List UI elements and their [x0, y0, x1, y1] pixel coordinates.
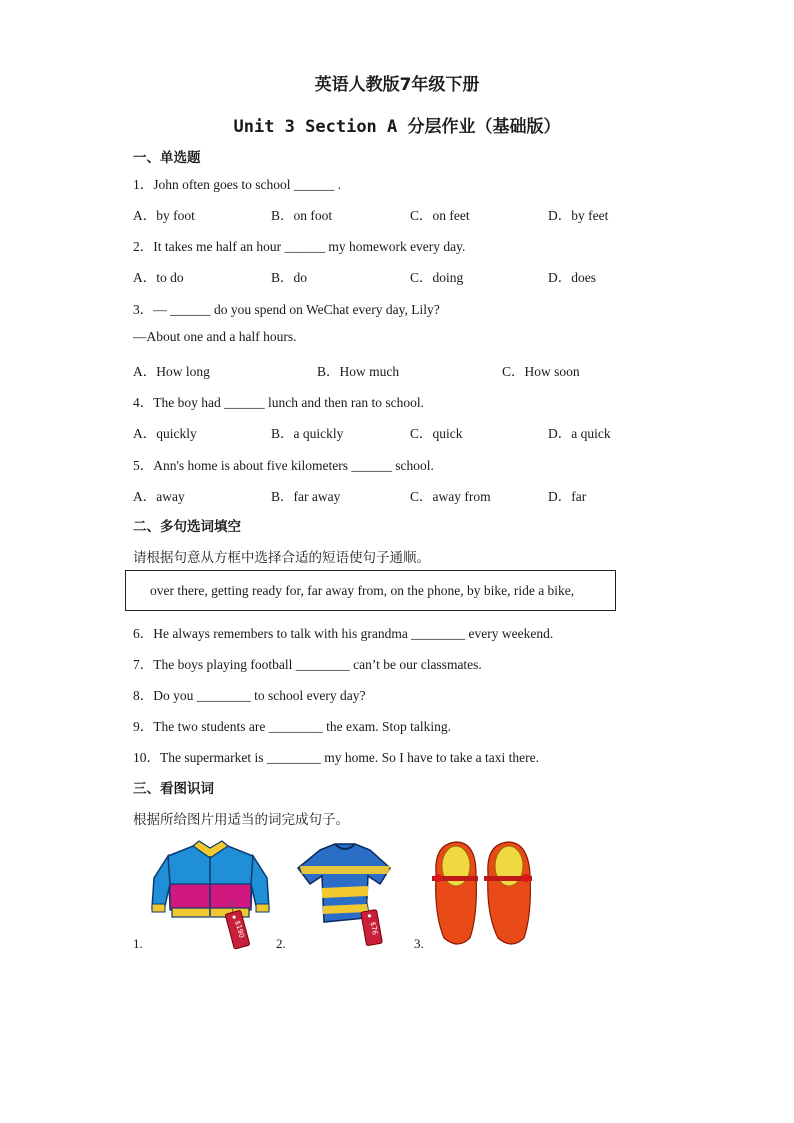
- picture-item-2-number: 2.: [276, 936, 286, 951]
- word-box-text: over there, getting ready for, far away from, on the phone, by bike, ride a bike,: [150, 583, 575, 598]
- sentence-9: 9．The two students are ________ the exam. Stop talking.: [133, 719, 451, 734]
- q2-option-d: D．does: [548, 270, 596, 285]
- sweater-price-tag: $76: [368, 920, 379, 936]
- q5-option-d: D．far: [548, 489, 587, 504]
- q3-option-a: A．How long: [133, 364, 210, 379]
- shoes-picture: [428, 834, 538, 952]
- section-heading-2: 二、多句选词填空: [133, 519, 241, 535]
- q1-option-d: D．by feet: [548, 208, 609, 223]
- section-heading-3: 三、看图识词: [133, 781, 214, 797]
- q5-option-c: C．away from: [410, 489, 491, 504]
- q1-option-c: C．on feet: [410, 208, 470, 223]
- question-3-reply: —About one and a half hours.: [133, 329, 297, 344]
- q3-option-b: B．How much: [317, 364, 400, 379]
- q2-option-a: A．to do: [133, 270, 184, 285]
- jacket-price-tag: $190: [233, 919, 246, 939]
- q4-option-a: A．quickly: [133, 426, 197, 441]
- q3-option-c: C．How soon: [502, 364, 580, 379]
- q4-option-d: D．a quick: [548, 426, 611, 441]
- sentence-6: 6．He always remembers to talk with his grandma ________ every weekend.: [133, 626, 554, 641]
- picture-item-1-number: 1.: [133, 936, 143, 951]
- page-subtitle: Unit 3 Section A 分层作业（基础版）: [233, 117, 561, 137]
- q4-option-b: B．a quickly: [271, 426, 344, 441]
- q2-option-b: B．do: [271, 270, 308, 285]
- page-title: 英语人教版7年级下册: [314, 75, 480, 95]
- question-4: 4．The boy had ______ lunch and then ran to school.: [133, 395, 424, 410]
- question-5: 5．Ann's home is about five kilometers ______ school.: [133, 458, 434, 473]
- sentence-8: 8．Do you ________ to school every day?: [133, 688, 366, 703]
- sentence-7: 7．The boys playing football ________ can’t be our classmates.: [133, 657, 482, 672]
- word-box: [125, 570, 616, 611]
- q5-option-a: A．away: [133, 489, 185, 504]
- section-2-instruction: 请根据句意从方框中选择合适的短语使句子通顺。: [133, 550, 430, 566]
- q2-option-c: C．doing: [410, 270, 464, 285]
- sentence-10: 10．The supermarket is ________ my home. So I have to take a taxi there.: [133, 750, 540, 765]
- q5-option-b: B．far away: [271, 489, 341, 504]
- sweater-picture: [290, 838, 400, 950]
- question-2: 2．It takes me half an hour ______ my homework every day.: [133, 239, 466, 254]
- section-heading-1: 一、单选题: [133, 150, 201, 166]
- picture-item-3-number: 3.: [414, 936, 424, 951]
- question-3: 3．— ______ do you spend on WeChat every day, Lily?: [133, 302, 440, 317]
- q4-option-c: C．quick: [410, 426, 463, 441]
- jacket-picture: [148, 838, 273, 950]
- section-3-instruction: 根据所给图片用适当的词完成句子。: [133, 812, 349, 828]
- q1-option-b: B．on foot: [271, 208, 333, 223]
- q1-option-a: A．by foot: [133, 208, 195, 223]
- question-1: 1．John often goes to school ______ .: [133, 177, 342, 192]
